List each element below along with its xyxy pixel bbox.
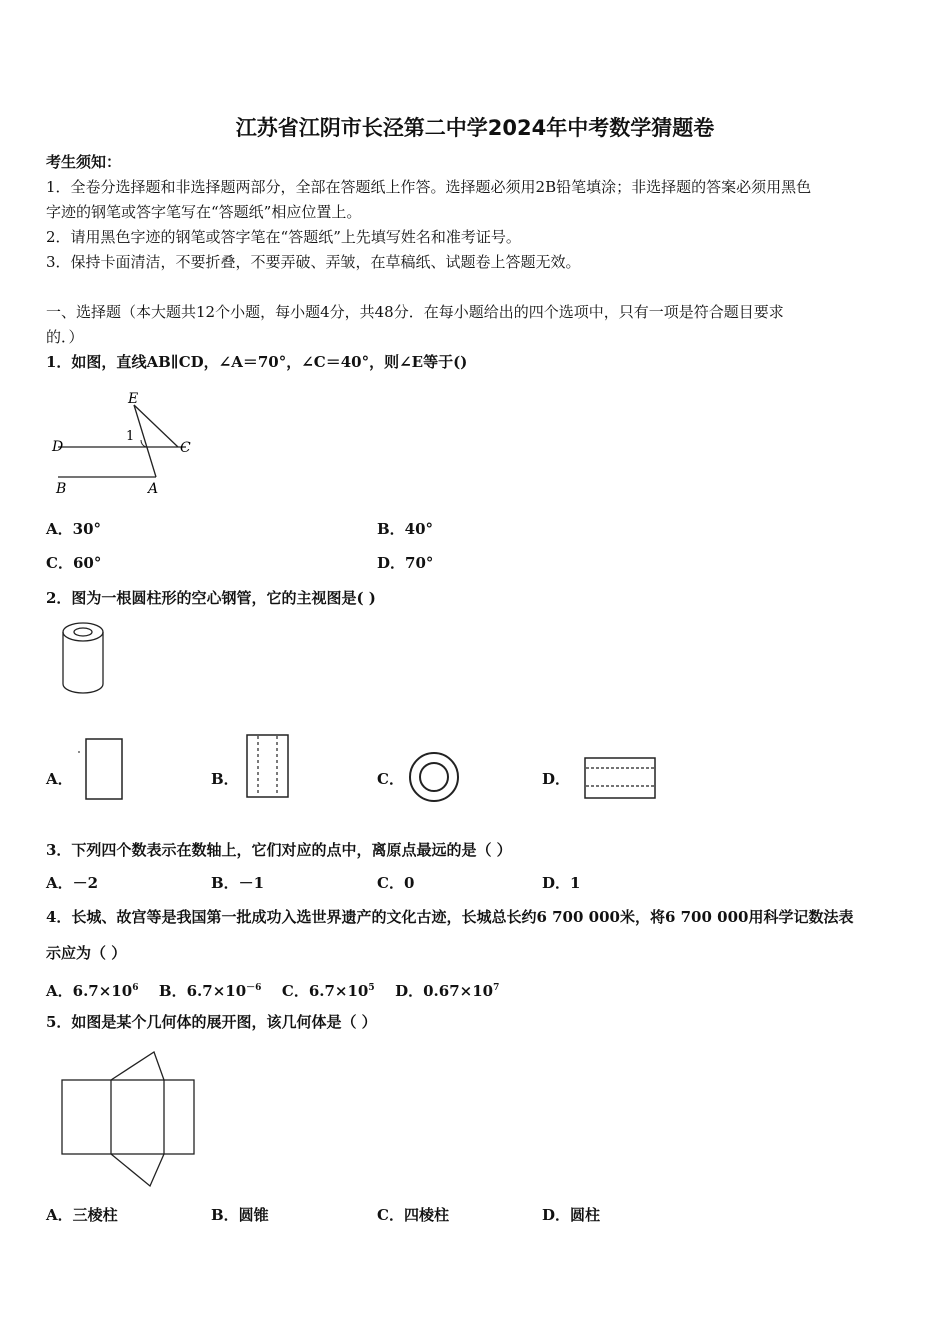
q4-stem-line-2: 示应为（ ）: [46, 944, 127, 962]
q5-stem: 5．如图是某个几何体的展开图，该几何体是（ ）: [46, 1013, 377, 1031]
q3-option-d: D．1: [542, 874, 581, 892]
q4-option-b: B．$6.7\times 10^{-6}$: [158, 982, 262, 1000]
q2-option-c-figure: [405, 748, 463, 806]
label-b: B: [56, 481, 67, 497]
q1-stem: 1．如图，直线AB∥CD，∠A＝70°，∠C＝40°，则∠E等于(): [46, 353, 468, 371]
q4-option-a: A．$6.7\times 10^6$: [46, 982, 139, 1000]
page-title: 江苏省江阴市长泾第二中学2024年中考数学猜题卷: [235, 116, 715, 140]
q1-option-b: B．40°: [377, 520, 434, 538]
q2-stem: 2．图为一根圆柱形的空心钢管，它的主视图是( ): [46, 589, 376, 607]
q4-option-d: D．$0.67\times 10^7$: [395, 982, 500, 1000]
notice-heading: 考生须知：: [46, 153, 122, 171]
q1-option-d: D．70°: [377, 554, 434, 572]
notice-line-2: 2．请用黑色字迹的钢笔或答字笔在“答题纸”上先填写姓名和准考证号。: [46, 228, 521, 246]
q3-option-b: B．－1: [211, 874, 265, 892]
q2-option-d-figure: [580, 734, 662, 804]
q2-option-a-figure: [76, 736, 128, 804]
q4-option-c: C．$6.7\times 10^5$: [281, 982, 375, 1000]
q2-option-b-label: B．: [211, 770, 239, 788]
label-e: E: [128, 391, 139, 407]
prism-net-figure: [58, 1048, 200, 1190]
top-triangle: [111, 1052, 164, 1080]
pipe-bottom: [63, 684, 103, 693]
q5-option-b: B．圆锥: [211, 1206, 269, 1224]
q5-option-d: D．圆柱: [542, 1206, 601, 1224]
q1-figure: [48, 385, 208, 500]
q2-option-c-label: C．: [377, 770, 404, 788]
pipe-top-inner: [74, 628, 92, 636]
q5-option-c: C．四棱柱: [377, 1206, 449, 1224]
q1-option-c: C．60°: [46, 554, 102, 572]
q4-options: [46, 978, 499, 1001]
section-heading-line-1: 一、选择题（本大题共12个小题，每小题4分，共48分．在每小题给出的四个选项中，只有一项是符合题目要求: [46, 303, 784, 321]
bottom-triangle: [111, 1154, 164, 1186]
notice-line-3: 3．保持卡面清洁，不要折叠，不要弄破、弄皱，在草稿纸、试题卷上答题无效。: [46, 253, 581, 271]
label-a: A: [148, 481, 159, 497]
notice-line-1b: 字迹的钢笔或答字笔写在“答题纸”相应位置上。: [46, 203, 362, 221]
label-c: C: [180, 440, 191, 456]
hollow-pipe-figure: [58, 620, 110, 696]
section-heading-line-2: 的．）: [46, 328, 84, 346]
q1-option-a: A．30°: [46, 520, 102, 538]
q3-option-a: A．－2: [46, 874, 99, 892]
q2-option-a-label: A．: [46, 770, 73, 788]
notice-line-1a: 1．全卷分选择题和非选择题两部分，全部在答题纸上作答。选择题必须用2B铅笔填涂；非选择题的答案必须用黑色: [46, 178, 812, 196]
label-d: D: [52, 439, 64, 455]
q4-stem-line-1: 4．长城、故宫等是我国第一批成功入选世界遗产的文化古迹，长城总长约6 700 000米，将6 700 000用科学记数法表: [46, 908, 854, 926]
label-angle-1: 1: [126, 429, 135, 444]
q5-option-a: A．三棱柱: [46, 1206, 118, 1224]
q2-option-d-label: D．: [542, 770, 571, 788]
q3-option-c: C．0: [377, 874, 415, 892]
q2-option-b-figure: [244, 732, 294, 802]
q3-stem: 3．下列四个数表示在数轴上，它们对应的点中，离原点最远的是（ ）: [46, 841, 512, 859]
